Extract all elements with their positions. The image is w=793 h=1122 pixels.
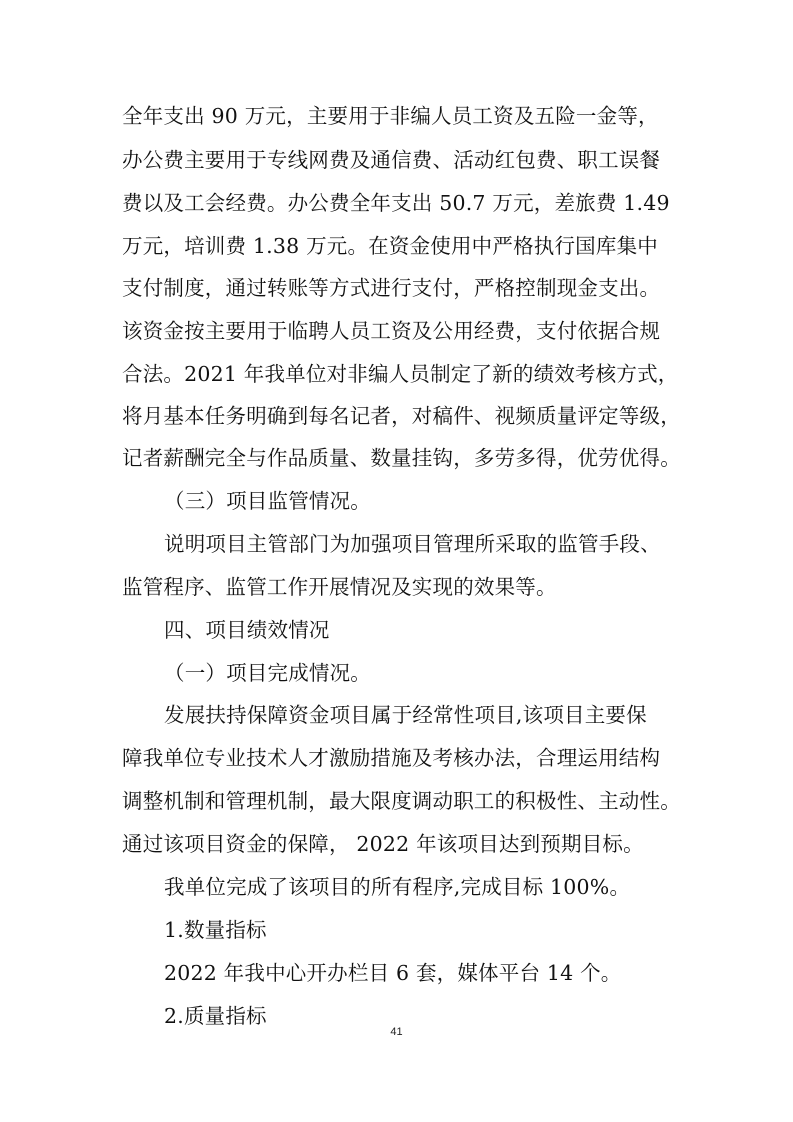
section-heading-supervision: （三）项目监管情况。 — [164, 489, 371, 513]
paragraph-line: 该资金按主要用于临聘人员工资及公用经费，支付依据合规 — [122, 319, 661, 343]
paragraph-line: 支付制度，通过转账等方式进行支付，严格控制现金支出。 — [122, 276, 661, 300]
paragraph-line: 万元，培训费 1.38 万元。在资金使用中严格执行国库集中 — [122, 234, 658, 258]
paragraph-line: 办公费主要用于专线网费及通信费、活动红包费、职工误餐 — [122, 148, 661, 172]
section-heading-quality: 2.质量指标 — [164, 1004, 267, 1028]
paragraph-line: 发展扶持保障资金项目属于经常性项目,该项目主要保 — [164, 703, 647, 727]
paragraph-line: 说明项目主管部门为加强项目管理所采取的监管手段、 — [164, 532, 661, 556]
section-heading-completion: （一）项目完成情况。 — [164, 661, 371, 685]
page-number: 41 — [390, 1026, 403, 1038]
section-heading-quantity: 1.数量指标 — [164, 918, 267, 942]
section-heading-performance: 四、项目绩效情况 — [164, 618, 330, 642]
paragraph-line: 我单位完成了该项目的所有程序,完成目标 100%。 — [164, 875, 631, 899]
paragraph-line: 费以及工会经费。办公费全年支出 50.7 万元，差旅费 1.49 — [122, 191, 670, 215]
paragraph-line: 通过该项目资金的保障， 2022 年该项目达到预期目标。 — [122, 832, 644, 856]
paragraph-line: 记者薪酬完全与作品质量、数量挂钩，多劳多得，优劳优得。 — [122, 446, 681, 470]
paragraph-line: 调整机制和管理机制，最大限度调动职工的积极性、主动性。 — [122, 789, 681, 813]
paragraph-line: 2022 年我中心开办栏目 6 套，媒体平台 14 个。 — [164, 961, 622, 985]
paragraph-line: 障我单位专业技术人才激励措施及考核办法，合理运用结构 — [122, 746, 661, 770]
paragraph-line: 监管程序、监管工作开展情况及实现的效果等。 — [122, 575, 557, 599]
paragraph-line: 将月基本任务明确到每名记者，对稿件、视频质量评定等级， — [122, 404, 681, 428]
paragraph-line: 合法。2021 年我单位对非编人员制定了新的绩效考核方式， — [122, 362, 679, 386]
paragraph-line: 全年支出 90 万元，主要用于非编人员工资及五险一金等， — [122, 104, 659, 128]
